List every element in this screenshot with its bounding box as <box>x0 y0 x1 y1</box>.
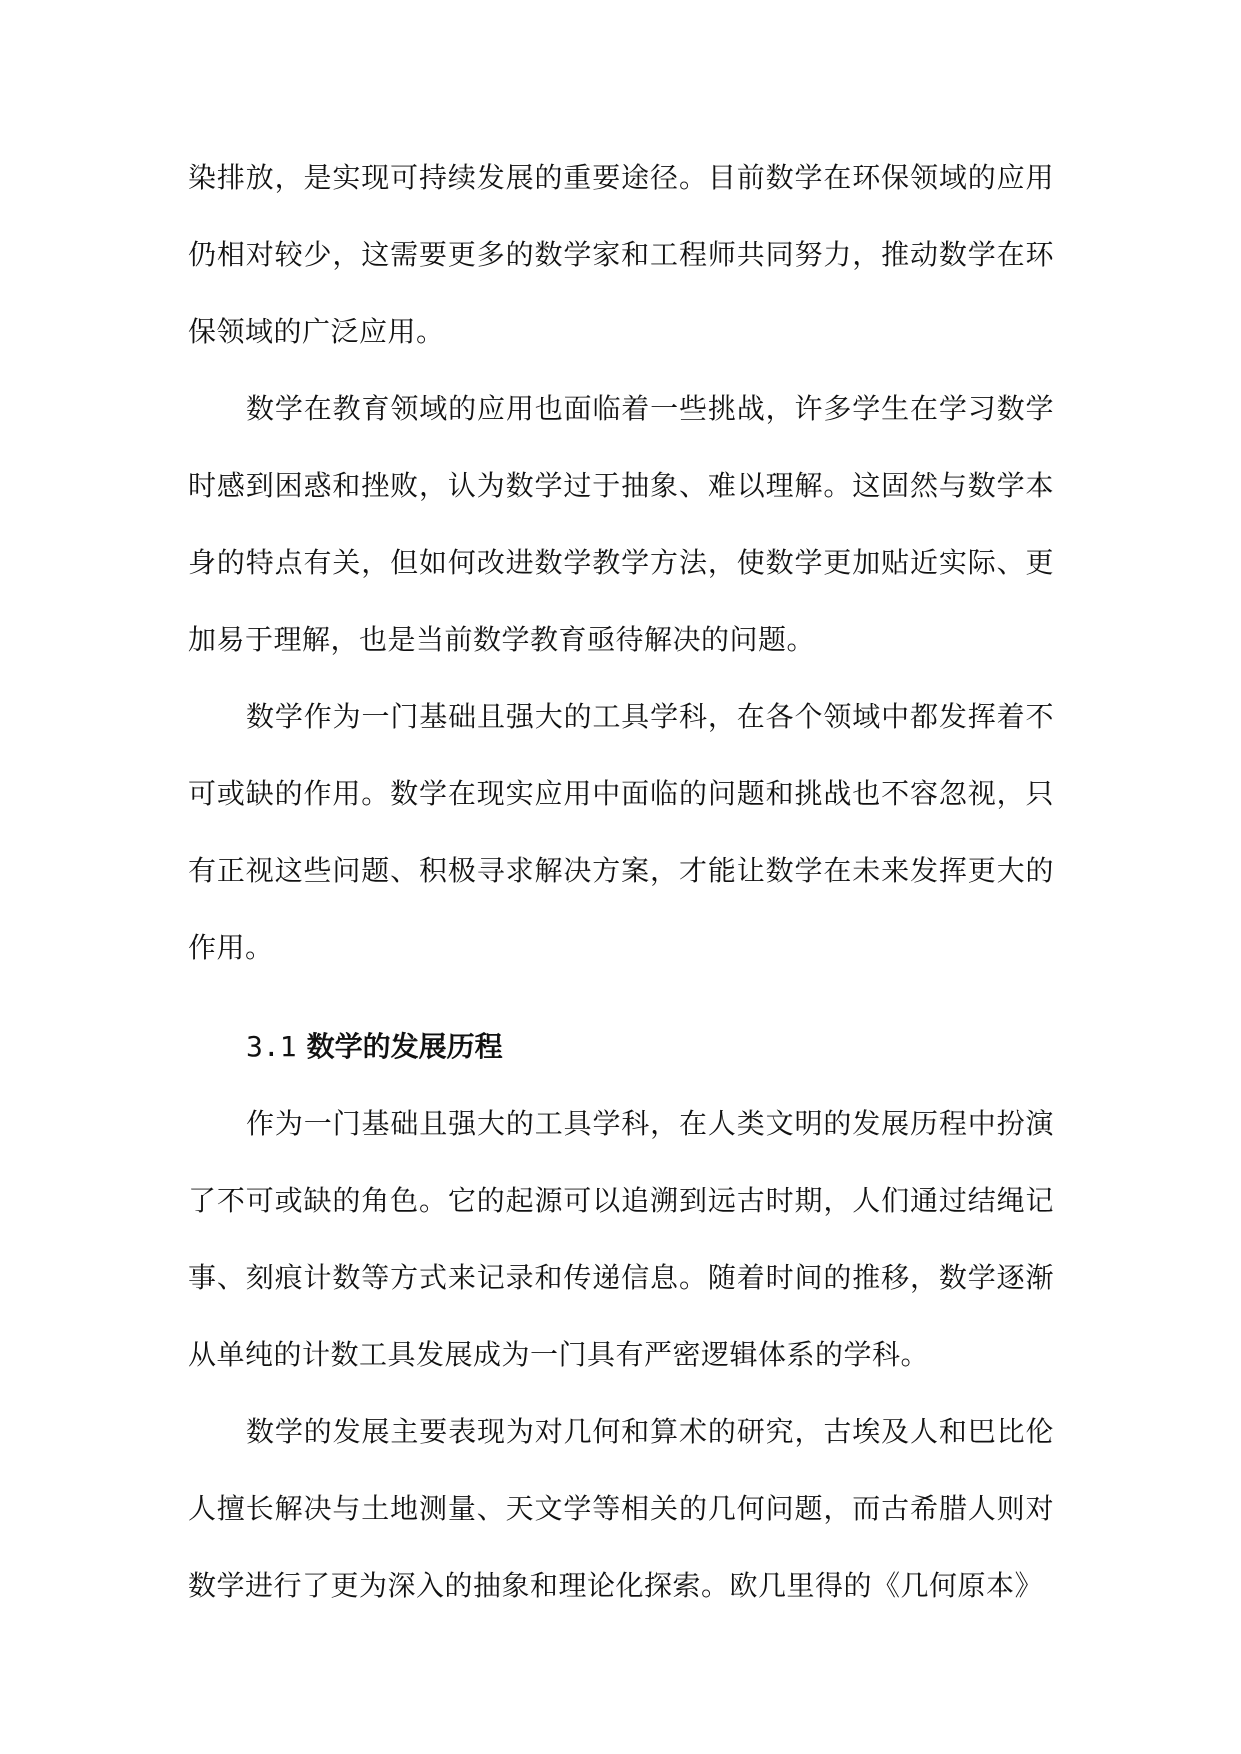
paragraph-environment-continuation: 染排放，是实现可持续发展的重要途径。目前数学在环保领域的应用仍相对较少，这需要更多的数学家和工程师共同努力，推动数学在环保领域的广泛应用。 <box>188 161 1054 348</box>
document-body <box>188 139 1054 1624</box>
section-heading <box>188 1008 1054 1085</box>
section-title: 数学的发展历程 <box>306 1030 503 1063</box>
section-number: 3.1 <box>246 1030 297 1063</box>
paragraph-math-origins: 作为一门基础且强大的工具学科，在人类文明的发展历程中扮演了不可或缺的角色。它的起源可以追溯到远古时期，人们通过结绳记事、刻痕计数等方式来记录和传递信息。随着时间的推移，数学逐渐从单纯的计数工具发展成为一门具有严密逻辑体系的学科。 <box>188 1107 1054 1371</box>
paragraph-math-role-summary: 数学作为一门基础且强大的工具学科，在各个领域中都发挥着不可或缺的作用。数学在现实应用中面临的问题和挑战也不容忽视，只有正视这些问题、积极寻求解决方案，才能让数学在未来发挥更大的作用。 <box>188 700 1054 964</box>
paragraph-geometry-arithmetic: 数学的发展主要表现为对几何和算术的研究，古埃及人和巴比伦人擅长解决与土地测量、天文学等相关的几何问题，而古希腊人则对数学进行了更为深入的抽象和理论化探索。欧几里得的《几何原本》 <box>188 1415 1054 1602</box>
paragraph-education-challenges: 数学在教育领域的应用也面临着一些挑战，许多学生在学习数学时感到困惑和挫败，认为数学过于抽象、难以理解。这固然与数学本身的特点有关，但如何改进数学教学方法，使数学更加贴近实际、更加易于理解，也是当前数学教育亟待解决的问题。 <box>188 392 1054 656</box>
